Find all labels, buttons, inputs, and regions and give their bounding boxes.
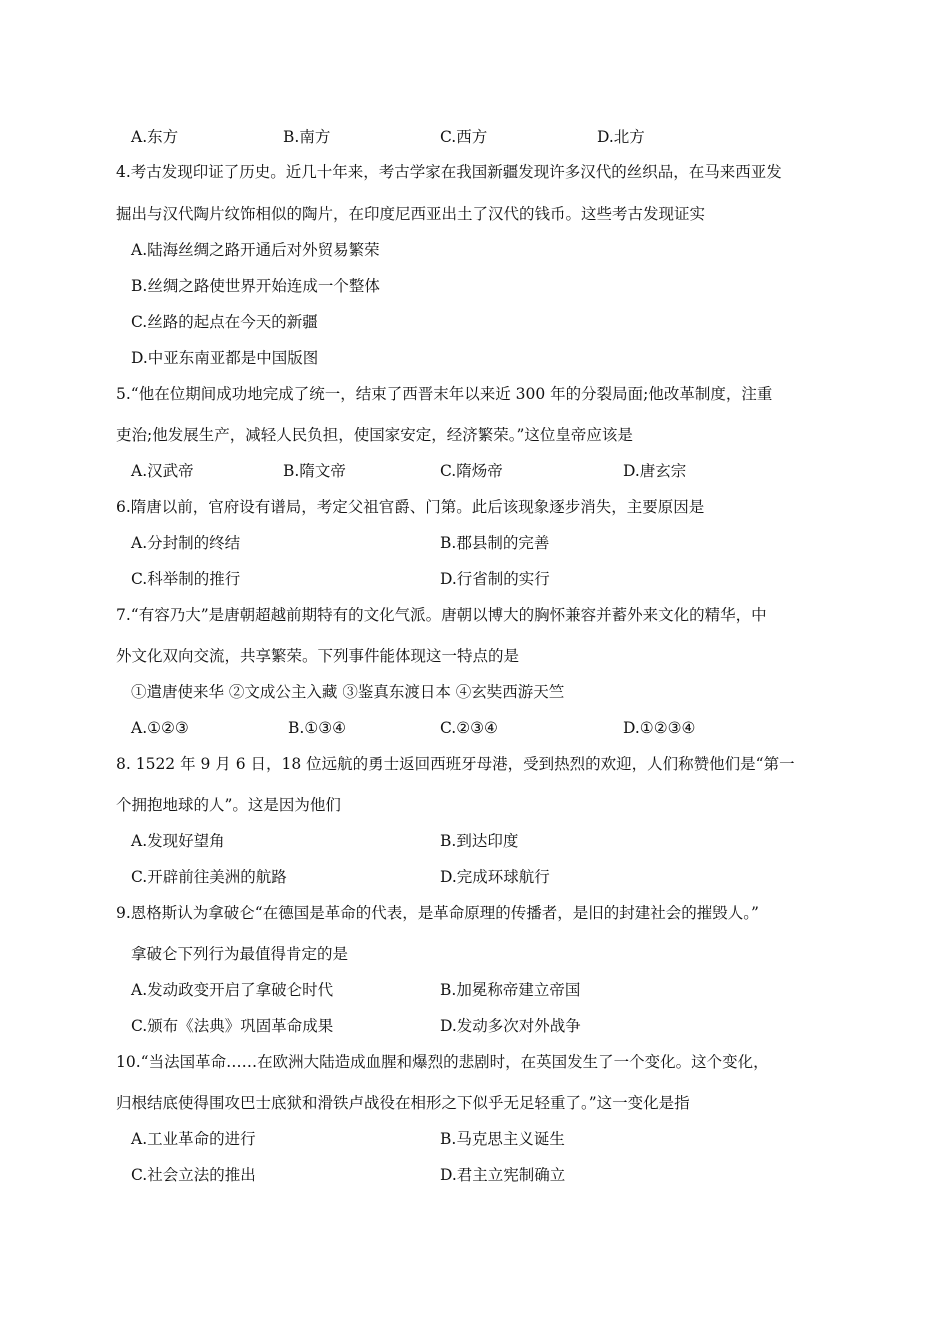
- q6-option-d: D.行省制的实行: [440, 570, 550, 588]
- q9-options-row1: [0, 980, 950, 1000]
- q10-option-b: B.马克思主义诞生: [440, 1130, 565, 1148]
- q8-stem-line1: 8. 1522 年 9 月 6 日，18 位远航的勇士返回西班牙母港，受到热烈的欢迎，人们称赞他们是“第一: [116, 755, 795, 773]
- q5-option-c: C.隋炀帝: [440, 462, 503, 480]
- q9-stem-line1: 9.恩格斯认为拿破仑“在德国是革命的代表，是革命原理的传播者，是旧的封建社会的摧毁人。”: [116, 904, 759, 922]
- q3-option-c: C.西方: [440, 128, 488, 146]
- q8-options-row1: [0, 831, 950, 851]
- q7-option-d: D.①②③④: [623, 719, 696, 737]
- q7-option-a: A.①②③: [131, 719, 189, 737]
- q4-option-c: C.丝路的起点在今天的新疆: [131, 313, 318, 331]
- q8-options-row2: [0, 867, 950, 887]
- q7-options-row: [0, 718, 950, 738]
- q5-stem-line1: 5.“他在位期间成功地完成了统一，结束了西晋末年以来近 300 年的分裂局面;他改革制度，注重: [116, 385, 773, 403]
- q9-option-a: A.发动政变开启了拿破仑时代: [131, 981, 334, 999]
- q4-option-d: D.中亚东南亚都是中国版图: [131, 349, 319, 367]
- q10-option-a: A.工业革命的进行: [131, 1130, 256, 1148]
- q9-option-b: B.加冕称帝建立帝国: [440, 981, 581, 999]
- q3-option-d: D.北方: [597, 128, 645, 146]
- q6-option-b: B.郡县制的完善: [440, 534, 550, 552]
- q4-option-a: A.陆海丝绸之路开通后对外贸易繁荣: [131, 241, 380, 259]
- q7-stem-line2: 外文化双向交流，共享繁荣。下列事件能体现这一特点的是: [116, 647, 520, 665]
- q5-option-d: D.唐玄宗: [623, 462, 687, 480]
- q7-option-c: C.②③④: [440, 719, 498, 737]
- q9-options-row2: [0, 1016, 950, 1036]
- q8-stem-line2: 个拥抱地球的人”。这是因为他们: [116, 796, 341, 814]
- q5-options-row: [0, 461, 950, 481]
- q9-stem-line2: 拿破仑下列行为最值得肯定的是: [131, 945, 349, 963]
- q3-option-a: A.东方: [131, 128, 179, 146]
- q10-option-c: C.社会立法的推出: [131, 1166, 256, 1184]
- q6-option-a: A.分封制的终结: [131, 534, 241, 552]
- q6-options-row1: [0, 533, 950, 553]
- q6-options-row2: [0, 569, 950, 589]
- q10-stem-line1: 10.“当法国革命……在欧洲大陆造成血腥和爆烈的悲剧时，在英国发生了一个变化。这个变化，: [116, 1053, 769, 1071]
- q10-options-row1: [0, 1129, 950, 1149]
- q10-stem-line2: 归根结底使得围攻巴士底狱和滑铁卢战役在相形之下似乎无足轻重了。”这一变化是指: [116, 1094, 690, 1112]
- q7-option-b: B.①③④: [288, 719, 347, 737]
- q5-stem-line2: 吏治;他发展生产，减轻人民负担，使国家安定，经济繁荣。”这位皇帝应该是: [116, 426, 633, 444]
- q10-options-row2: [0, 1165, 950, 1185]
- q4-stem-line1: 4.考古发现印证了历史。近几十年来，考古学家在我国新疆发现许多汉代的丝织品，在马来西亚发: [116, 163, 782, 181]
- q3-option-b: B.南方: [283, 128, 331, 146]
- q4-option-b: B.丝绸之路使世界开始连成一个整体: [131, 277, 380, 295]
- q7-stem-line1: 7.“有容乃大”是唐朝超越前期特有的文化气派。唐朝以博大的胸怀兼容并蓄外来文化的精华，中: [116, 606, 767, 624]
- q6-option-c: C.科举制的推行: [131, 570, 241, 588]
- q6-stem-line1: 6.隋唐以前，官府设有谱局，考定父祖官爵、门第。此后该现象逐步消失，主要原因是: [116, 498, 705, 516]
- q5-option-a: A.汉武帝: [131, 462, 194, 480]
- q5-option-b: B.隋文帝: [283, 462, 346, 480]
- q10-option-d: D.君主立宪制确立: [440, 1166, 566, 1184]
- q7-items: ①遣唐使来华 ②文成公主入藏 ③鉴真东渡日本 ④玄奘西游天竺: [131, 683, 565, 701]
- q4-stem-line2: 掘出与汉代陶片纹饰相似的陶片，在印度尼西亚出土了汉代的钱币。这些考古发现证实: [116, 205, 706, 223]
- q8-option-d: D.完成环球航行: [440, 868, 550, 886]
- q9-option-c: C.颁布《法典》巩固革命成果: [131, 1017, 334, 1035]
- q8-option-a: A.发现好望角: [131, 832, 225, 850]
- q3-options-row: [0, 127, 950, 147]
- q8-option-b: B.到达印度: [440, 832, 519, 850]
- q9-option-d: D.发动多次对外战争: [440, 1017, 581, 1035]
- q8-option-c: C.开辟前往美洲的航路: [131, 868, 287, 886]
